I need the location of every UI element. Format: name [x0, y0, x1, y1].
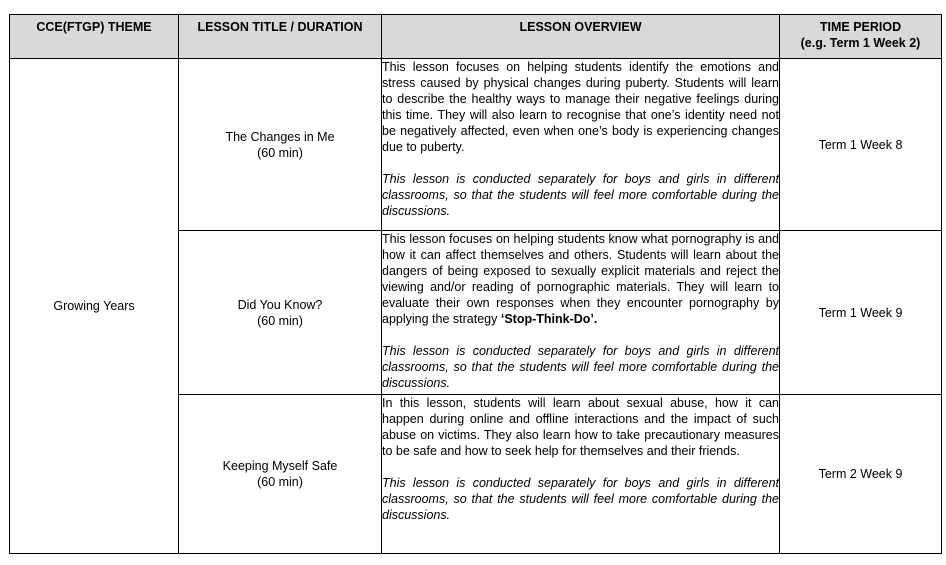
lesson-overview-cell — [382, 395, 780, 554]
table-header — [10, 15, 942, 59]
lesson-overview-text: In this lesson, students will learn about sexual abuse, how it can happen during online and offline interactions and the impact of such abuse on victims. They also learn how to take precautionary measures to be safe and how to seek help for themselves and their friends. — [382, 396, 779, 458]
header-row — [10, 15, 942, 59]
lesson-overview-text — [382, 231, 779, 327]
lesson-title-cell — [179, 59, 382, 231]
lesson-note: This lesson is conducted separately for boys and girls in different classrooms, so that the students will feel more comfortable during the discussions. — [382, 172, 779, 218]
lesson-overview-cell — [382, 59, 780, 231]
lesson-note: This lesson is conducted separately for boys and girls in different classrooms, so that the students will feel more comfortable during the discussions. — [382, 476, 779, 522]
table-row — [10, 59, 942, 231]
lesson-overview-body: This lesson focuses on helping students know what pornography is and how it can affect themselves and others. Students will learn about the dangers of being exposed to sexually explicit materials and reject the viewing and/or reading of pornographic materials. They will learn to evaluate their own responses when they encounter pornography by applying the strategy — [382, 232, 779, 326]
strategy-name: ‘Stop-Think-Do’. — [500, 312, 598, 326]
lesson-title: Did You Know? — [237, 297, 323, 312]
header-time-period-example: (e.g. Term 1 Week 2) — [800, 36, 921, 50]
header-time-period-label: TIME PERIOD — [819, 20, 902, 34]
lesson-duration: (60 min) — [257, 313, 303, 328]
theme-cell: Growing Years — [10, 59, 179, 554]
lesson-duration: (60 min) — [257, 145, 303, 160]
lesson-plan-table — [9, 14, 942, 554]
header-theme: CCE(FTGP) THEME — [10, 15, 179, 59]
lesson-title-cell — [179, 395, 382, 554]
lesson-title-cell — [179, 231, 382, 395]
lesson-note: This lesson is conducted separately for boys and girls in different classrooms, so that the students will feel more comfortable during the discussions. — [382, 344, 779, 390]
time-period-cell: Term 1 Week 8 — [780, 59, 942, 231]
header-lesson-overview: LESSON OVERVIEW — [382, 15, 780, 59]
header-lesson-title: LESSON TITLE / DURATION — [179, 15, 382, 59]
lesson-overview-text: This lesson focuses on helping students identify the emotions and stress caused by physical changes during puberty. Students will learn to describe the healthy ways to manage their negative feelings during this time. They will also learn to recognise that one’s identity need not be negatively affected, even when one’s body is experiencing changes due to puberty. — [382, 60, 779, 154]
lesson-title: Keeping Myself Safe — [222, 459, 338, 473]
time-period-cell: Term 2 Week 9 — [780, 395, 942, 554]
lesson-title: The Changes in Me — [225, 129, 335, 144]
time-period-cell: Term 1 Week 9 — [780, 231, 942, 395]
lesson-overview-cell — [382, 231, 780, 395]
header-time-period — [780, 15, 942, 59]
lesson-duration: (60 min) — [257, 475, 303, 489]
